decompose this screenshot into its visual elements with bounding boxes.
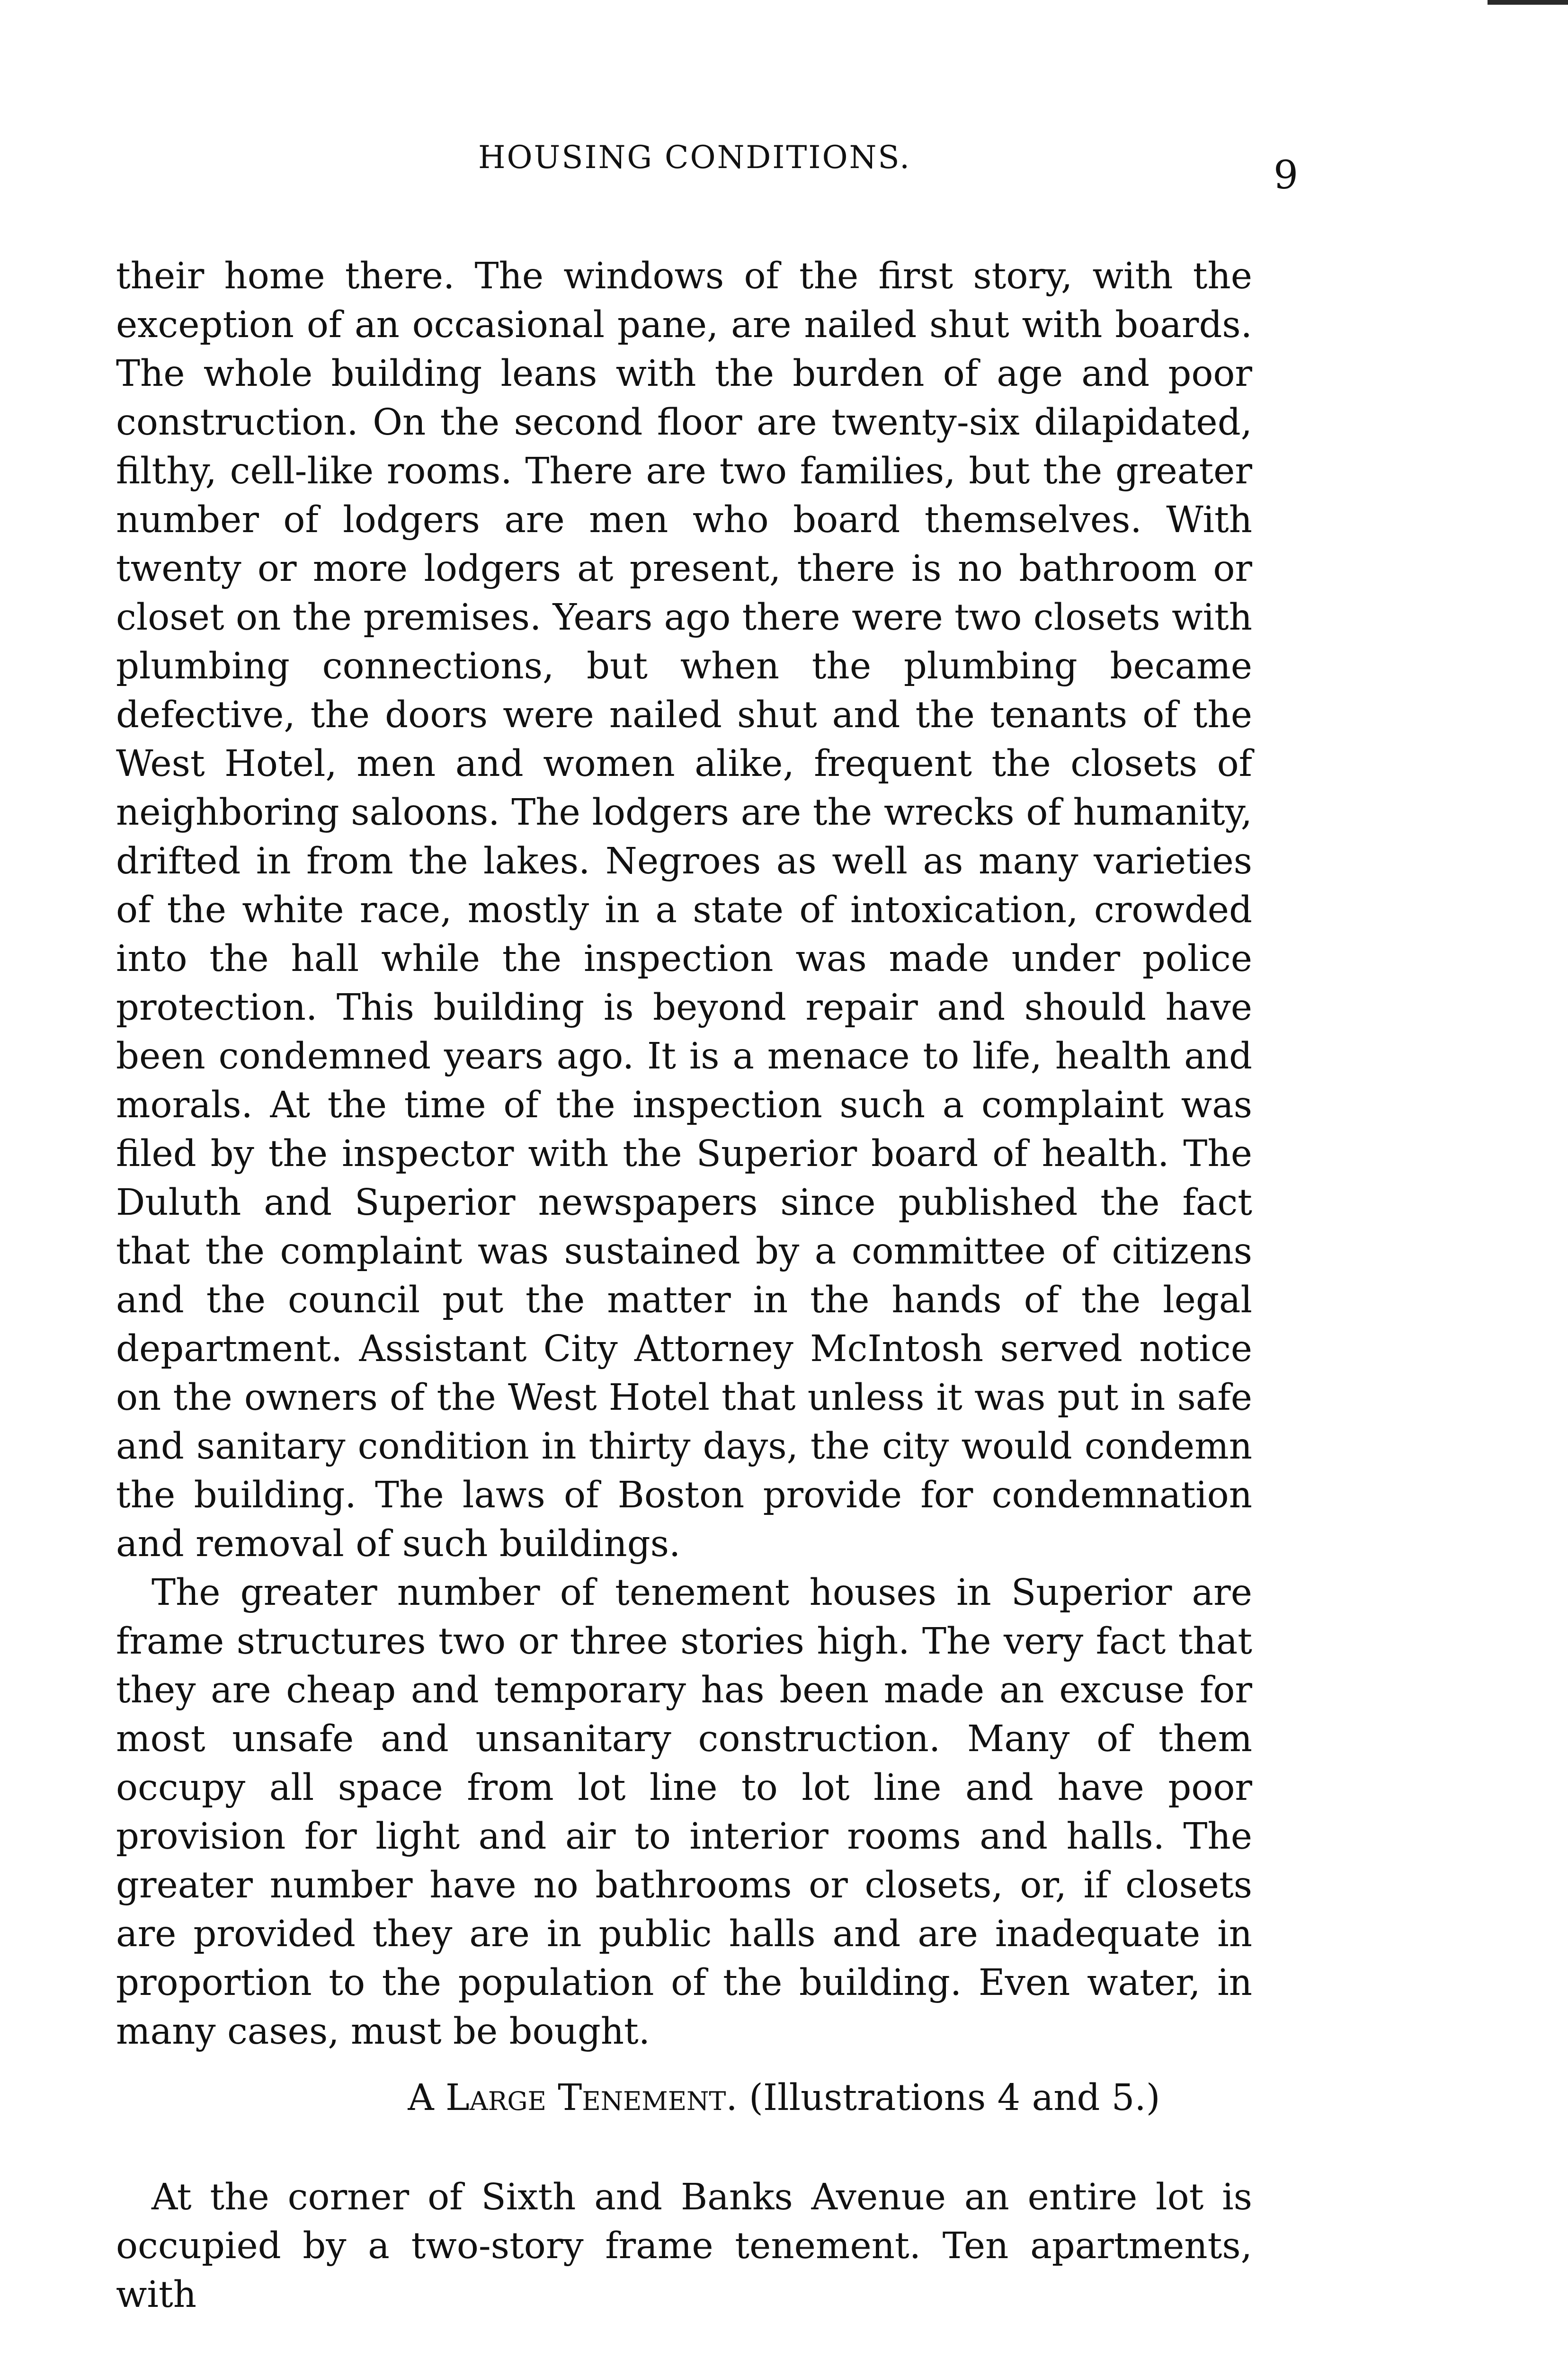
section-heading-illustrations: (Illustrations 4 and 5.) (737, 2077, 1160, 2119)
section-heading-title: A Large Tenement. (408, 2077, 738, 2119)
section-heading (0, 2073, 1568, 2122)
scan-edge-mark (1488, 0, 1568, 5)
running-title: HOUSING CONDITIONS. (478, 139, 911, 176)
paragraph-large-tenement: At the corner of Sixth and Banks Avenue an entire lot is occupied by a two-story frame tenement. Ten apartments, with (116, 2176, 1252, 2316)
paragraph-tenement-houses: The greater number of tenement houses in Superior are frame structures two or three stories high. The very fact that they are cheap and temporary has been made an excuse for most unsafe and unsanitary construction. Many of them occupy all space from lot line to lot line and have poor provision for light and air to interior rooms and halls. The greater number have no bathrooms or closets, or, if closets are provided they are in public halls and are inadequate in proportion to the population of the building. Even water, in many cases, must be bought. (116, 1572, 1252, 2053)
body-text (116, 252, 1252, 2056)
section-body-text (116, 2173, 1252, 2319)
page-number: 9 (1274, 153, 1299, 198)
paragraph-west-hotel: their home there. The windows of the first story, with the exception of an occasional pane, are nailed shut with boards. The whole building leans with the burden of age and poor construction. On the second floor are twenty-six dilapidated, filthy, cell-like rooms. There are two families, but the greater number of lodgers are men who board themselves. With twenty or more lodgers at present, there is no bathroom or closet on the premises. Years ago there were two closets with plumbing connections, but when the plumbing became defective, the doors were nailed shut and the tenants of the West Hotel, men and women alike, frequent the closets of neighboring saloons. The lodgers are the wrecks of humanity, drifted in from the lakes. Negroes as well as many varieties of the white race, mostly in a state of intoxication, crowded into the hall while the inspection was made under police protection. This building is beyond repair and should have been condemned years ago. It is a menace to life, health and morals. At the time of the inspection such a complaint was filed by the inspector with the Superior board of health. The Duluth and Superior newspapers since published the fact that the complaint was sustained by a committee of citizens and the council put the matter in the hands of the legal department. Assistant City Attorney McIntosh served notice on the owners of the West Hotel that unless it was put in safe and sanitary condition in thirty days, the city would condemn the building. The laws of Boston provide for condemnation and removal of such buildings. (116, 255, 1252, 1565)
